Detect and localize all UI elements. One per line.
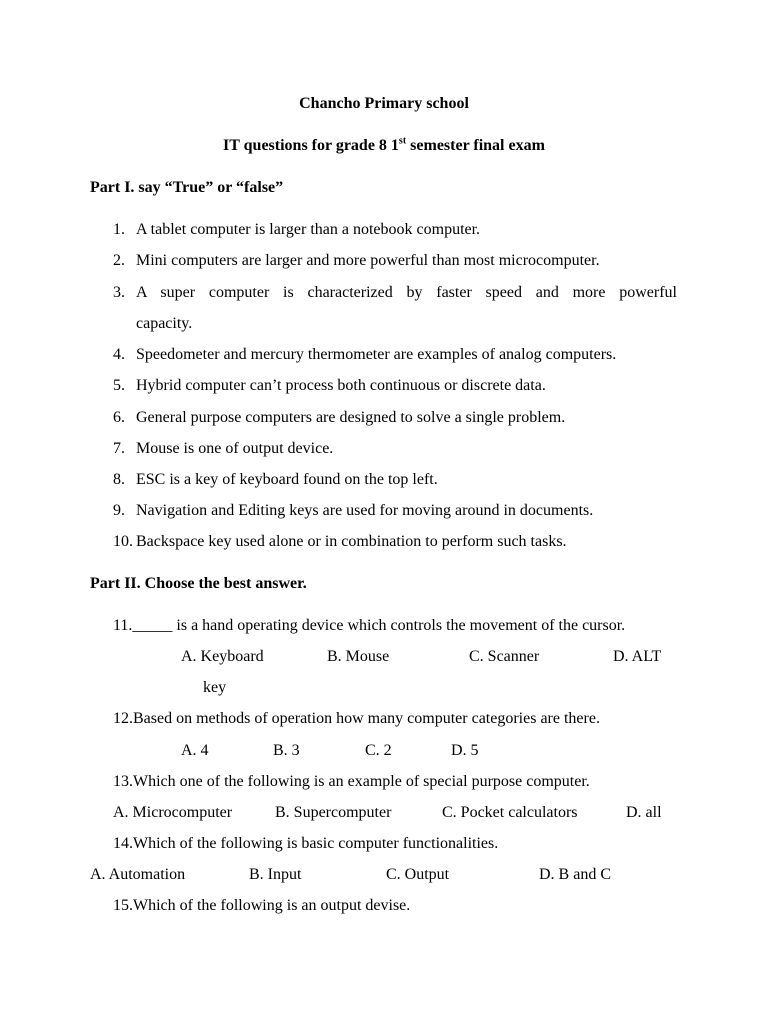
- option-c: C. 2: [365, 742, 392, 759]
- option-d-cont: key: [203, 679, 227, 696]
- option-a: A. Keyboard: [181, 648, 264, 665]
- exam-title: IT questions for grade 8 1st semester final exam: [223, 135, 545, 154]
- question-text: 12.Based on methods of operation how many computer categories are there.: [113, 710, 600, 727]
- option-a: A. Automation: [90, 866, 186, 883]
- school-name: Chancho Primary school: [299, 95, 469, 112]
- question-text: 14.Which of the following is basic computer functionalities.: [113, 835, 499, 852]
- question-text: 15.Which of the following is an output devise.: [113, 897, 411, 914]
- option-d: D. 5: [451, 742, 479, 759]
- option-b: B. 3: [273, 742, 300, 759]
- question-text: 13.Which one of the following is an example of special purpose computer.: [113, 773, 590, 790]
- option-a: A. Microcomputer: [113, 804, 233, 821]
- option-b: B. Input: [249, 866, 302, 883]
- option-b: B. Supercomputer: [275, 804, 392, 821]
- document-page: Chancho Primary school IT questions for grade 8 1st semester final exam Part I. say “True” or “false” 1. A tablet computer is larger than a notebook computer. 2. Mini computers are larger and more powerful than most microcomputer. 3. A super computer is characterized by faster speed and more powerful capacity. 4. Speedometer and mercury thermometer are examples of analog computers. 5. Hybrid computer can’t process both continuous or discrete data. 6. General purpose computers are designed to solve a single problem. 7. Mouse is one of output device. 8. ESC is a key of keyboard found on the top left. 9. Navigation and Editing keys are used for moving around in documents. 10. Backspace key used alone or in combination to perform such tasks. Part II. Choose the best answer. 11._____ is a hand operating device which controls the movement of the cursor. A. Keyboard B. Mouse C. Scanner D. ALT key 12.Based on methods of operation how many computer categories are there. A. 4 B. 3 C. 2 D. 5 13.Which one of the following is an example of special purpose computer. A. Microcomputer B. Supercomputer C. Pocket calculators D. all 14.Which of the following is basic computer functionalities. A. Automation B. Input C. Output D. B and C 15.Which of the following is an output devise.: [0, 0, 768, 1024]
- option-c: C. Scanner: [469, 648, 540, 665]
- option-d: D. B and C: [539, 866, 611, 883]
- option-a: A. 4: [181, 742, 209, 759]
- option-d: D. ALT: [613, 648, 662, 665]
- option-b: B. Mouse: [327, 648, 390, 665]
- option-d: D. all: [626, 804, 662, 821]
- option-c: C. Output: [386, 866, 450, 883]
- question-text: 11._____ is a hand operating device which controls the movement of the cursor.: [113, 617, 626, 634]
- option-c: C. Pocket calculators: [442, 804, 578, 821]
- part2-heading: Part II. Choose the best answer.: [90, 575, 307, 592]
- part1-heading: Part I. say “True” or “false”: [90, 179, 284, 196]
